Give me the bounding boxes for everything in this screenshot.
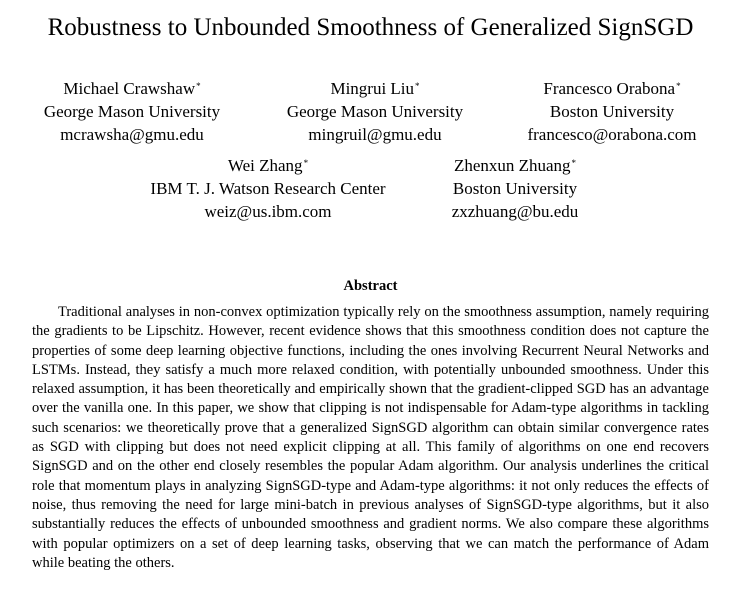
author-email[interactable]: mcrawsha@gmu.edu — [60, 125, 204, 144]
abstract-body: Traditional analyses in non-convex optimization typically rely on the smoothness assumption, namely requiring the gradients to be Lipschitz. However, recent evidence shows that this smoothness condition does not capture the properties of some deep learning objective functions, including the ones involving Recurrent Neural Networks and LSTMs. Instead, they satisfy a much more relaxed condition, with potentially unbounded smoothness. Under this relaxed assumption, it has been theoretically and empirically shown that the gradient-clipped SGD has an advantage over the vanilla one. In this paper, we show that clipping is not indispensable for Adam-type algorithms in tackling such scenarios: we theoretically prove that a generalized SignSGD algorithm can obtain similar convergence rates as SGD with clipping but does not need explicit clipping at all. This family of algorithms on one end recovers SignSGD and on the other end closely resembles the popular Adam algorithm. Our analysis underlines the critical role that momentum plays in analyzing SignSGD-type and Adam-type algorithms: it not only reduces the effects of noise, thus removing the need for large mini-batch in previous analyses of SignSGD-type algorithms, but it also substantially reduces the effects of unbounded smoothness and gradient norms. We also compare these algorithms with popular optimizers on a set of deep learning tasks, observing that we can match the performance of Adam while beating the others. — [32, 304, 709, 571]
author-name: Michael Crawshaw — [63, 79, 196, 98]
author-block-zhuang — [420, 154, 610, 223]
author-footnote-mark: * — [571, 158, 577, 168]
author-name: Wei Zhang — [227, 156, 303, 175]
author-email[interactable]: mingruil@gmu.edu — [308, 125, 442, 144]
author-block-zhang — [118, 154, 418, 223]
author-email[interactable]: francesco@orabona.com — [527, 125, 697, 144]
author-affiliation: George Mason University — [43, 102, 221, 121]
author-affiliation: IBM T. J. Watson Research Center — [150, 179, 386, 198]
author-name-line — [420, 154, 610, 177]
author-name: Francesco Orabona — [543, 79, 676, 98]
author-block-liu — [255, 77, 495, 146]
author-email[interactable]: weiz@us.ibm.com — [204, 202, 332, 221]
author-affiliation: Boston University — [452, 179, 578, 198]
abstract-heading: Abstract — [343, 278, 398, 294]
author-name-line — [118, 154, 418, 177]
author-footnote-mark: * — [415, 81, 420, 91]
author-name-line — [497, 77, 727, 100]
author-name-line — [12, 77, 252, 100]
author-footnote-mark: * — [196, 81, 201, 91]
paper-title: Robustness to Unbounded Smoothness of Generalized SignSGD — [47, 14, 694, 41]
author-name: Zhenxun Zhuang — [453, 156, 571, 175]
author-affiliation: Boston University — [549, 102, 675, 121]
author-affiliation: George Mason University — [286, 102, 464, 121]
author-footnote-mark: * — [303, 158, 309, 168]
author-block-orabona — [497, 77, 727, 146]
author-footnote-mark: * — [676, 81, 681, 91]
author-name: Mingrui Liu — [330, 79, 415, 98]
author-name-line — [255, 77, 495, 100]
author-block-crawshaw — [12, 77, 252, 146]
author-email[interactable]: zxzhuang@bu.edu — [451, 202, 579, 221]
